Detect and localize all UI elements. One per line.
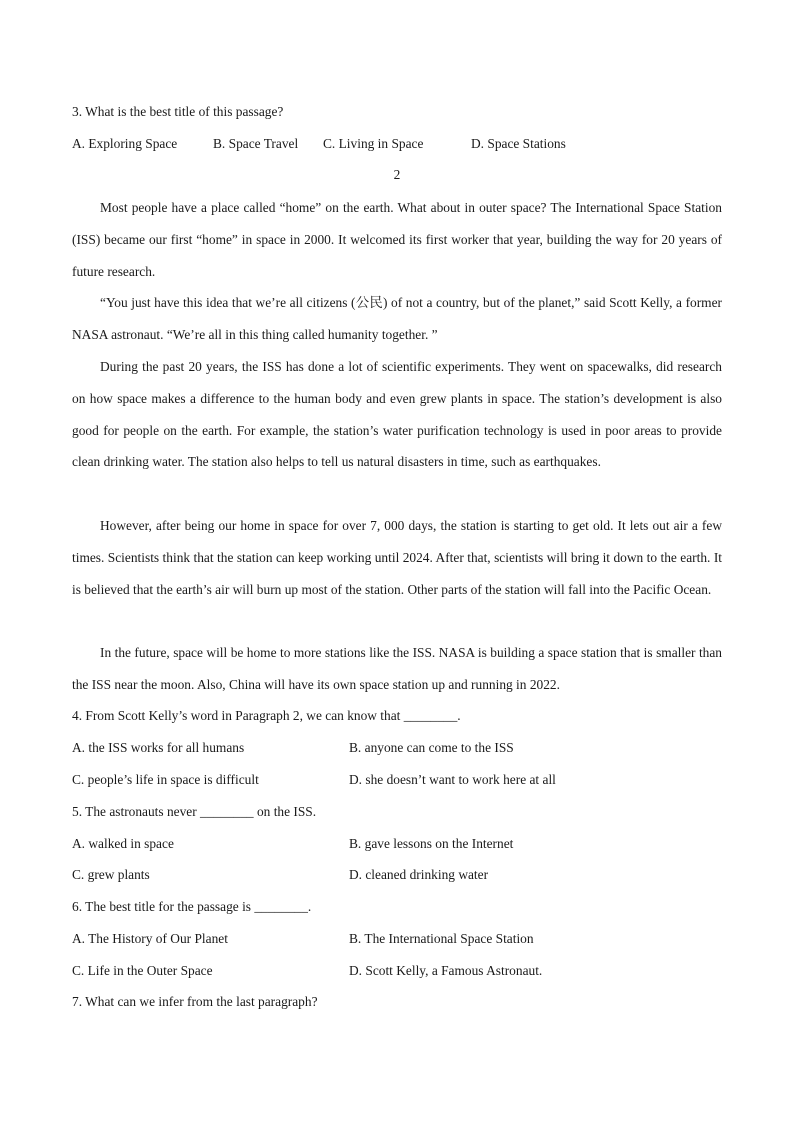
passage-paragraph-5: In the future, space will be home to more stations like the ISS. NASA is building a space station that is smaller than the ISS near the moon. Also, China will have its own space station up and running in 2022. bbox=[72, 645, 722, 692]
question-5-stem: 5. The astronauts never ________ on the ISS. bbox=[72, 804, 317, 819]
passage-paragraph-2: “You just have this idea that we’re all citizens (公民) of not a country, but of the planet,” said Scott Kelly, a former NASA astronaut. “We’re all in this thing called humanity together. ” bbox=[72, 295, 722, 342]
question-5-option-d: D. cleaned drinking water bbox=[349, 867, 489, 882]
passage-paragraph-1: Most people have a place called “home” on the earth. What about in outer space? The International Space Station (ISS) became our first “home” in space in 2000. It welcomed its first worker that year, building the way for 20 years of future research. bbox=[72, 200, 722, 279]
question-6-option-b: B. The International Space Station bbox=[349, 931, 534, 946]
question-5-option-b: B. gave lessons on the Internet bbox=[349, 836, 514, 851]
passage-paragraph-3: During the past 20 years, the ISS has done a lot of scientific experiments. They went on spacewalks, did research on how space makes a difference to the human body and even grew plants in space. The station’s development is also good for people on the earth. For example, the station’s water purification technology is used in poor areas to provide clean drinking water. The station also helps to tell us natural disasters in time, such as earthquakes. bbox=[72, 359, 722, 470]
question-3-option-d: D. Space Stations bbox=[471, 136, 566, 151]
question-4-option-b: B. anyone can come to the ISS bbox=[349, 740, 514, 755]
question-4-option-a: A. the ISS works for all humans bbox=[72, 740, 245, 755]
question-4-option-d: D. she doesn’t want to work here at all bbox=[349, 772, 556, 787]
question-4-option-c: C. people’s life in space is difficult bbox=[72, 772, 259, 787]
question-6-stem: 6. The best title for the passage is ________. bbox=[72, 899, 312, 914]
question-6-option-c: C. Life in the Outer Space bbox=[72, 963, 213, 978]
question-5-option-a: A. walked in space bbox=[72, 836, 174, 851]
question-3-option-c: C. Living in Space bbox=[323, 136, 424, 151]
passage-paragraph-4: However, after being our home in space for over 7, 000 days, the station is starting to get old. It lets out air a few times. Scientists think that the station can keep working until 2024. After that, scientists will bring it down to the earth. It is believed that the earth’s air will burn up most of the station. Other parts of the station will fall into the Pacific Ocean. bbox=[72, 518, 722, 597]
question-4-stem: 4. From Scott Kelly’s word in Paragraph 2, we can know that ________. bbox=[72, 708, 461, 723]
question-3-option-b: B. Space Travel bbox=[213, 136, 299, 151]
question-3-stem: 3. What is the best title of this passage? bbox=[72, 104, 284, 119]
passage-number: 2 bbox=[393, 167, 401, 182]
question-6-option-d: D. Scott Kelly, a Famous Astronaut. bbox=[349, 963, 543, 978]
question-6-option-a: A. The History of Our Planet bbox=[72, 931, 228, 946]
question-3-option-a: A. Exploring Space bbox=[72, 136, 178, 151]
question-7-stem: 7. What can we infer from the last paragraph? bbox=[72, 994, 318, 1009]
question-5-option-c: C. grew plants bbox=[72, 867, 150, 882]
